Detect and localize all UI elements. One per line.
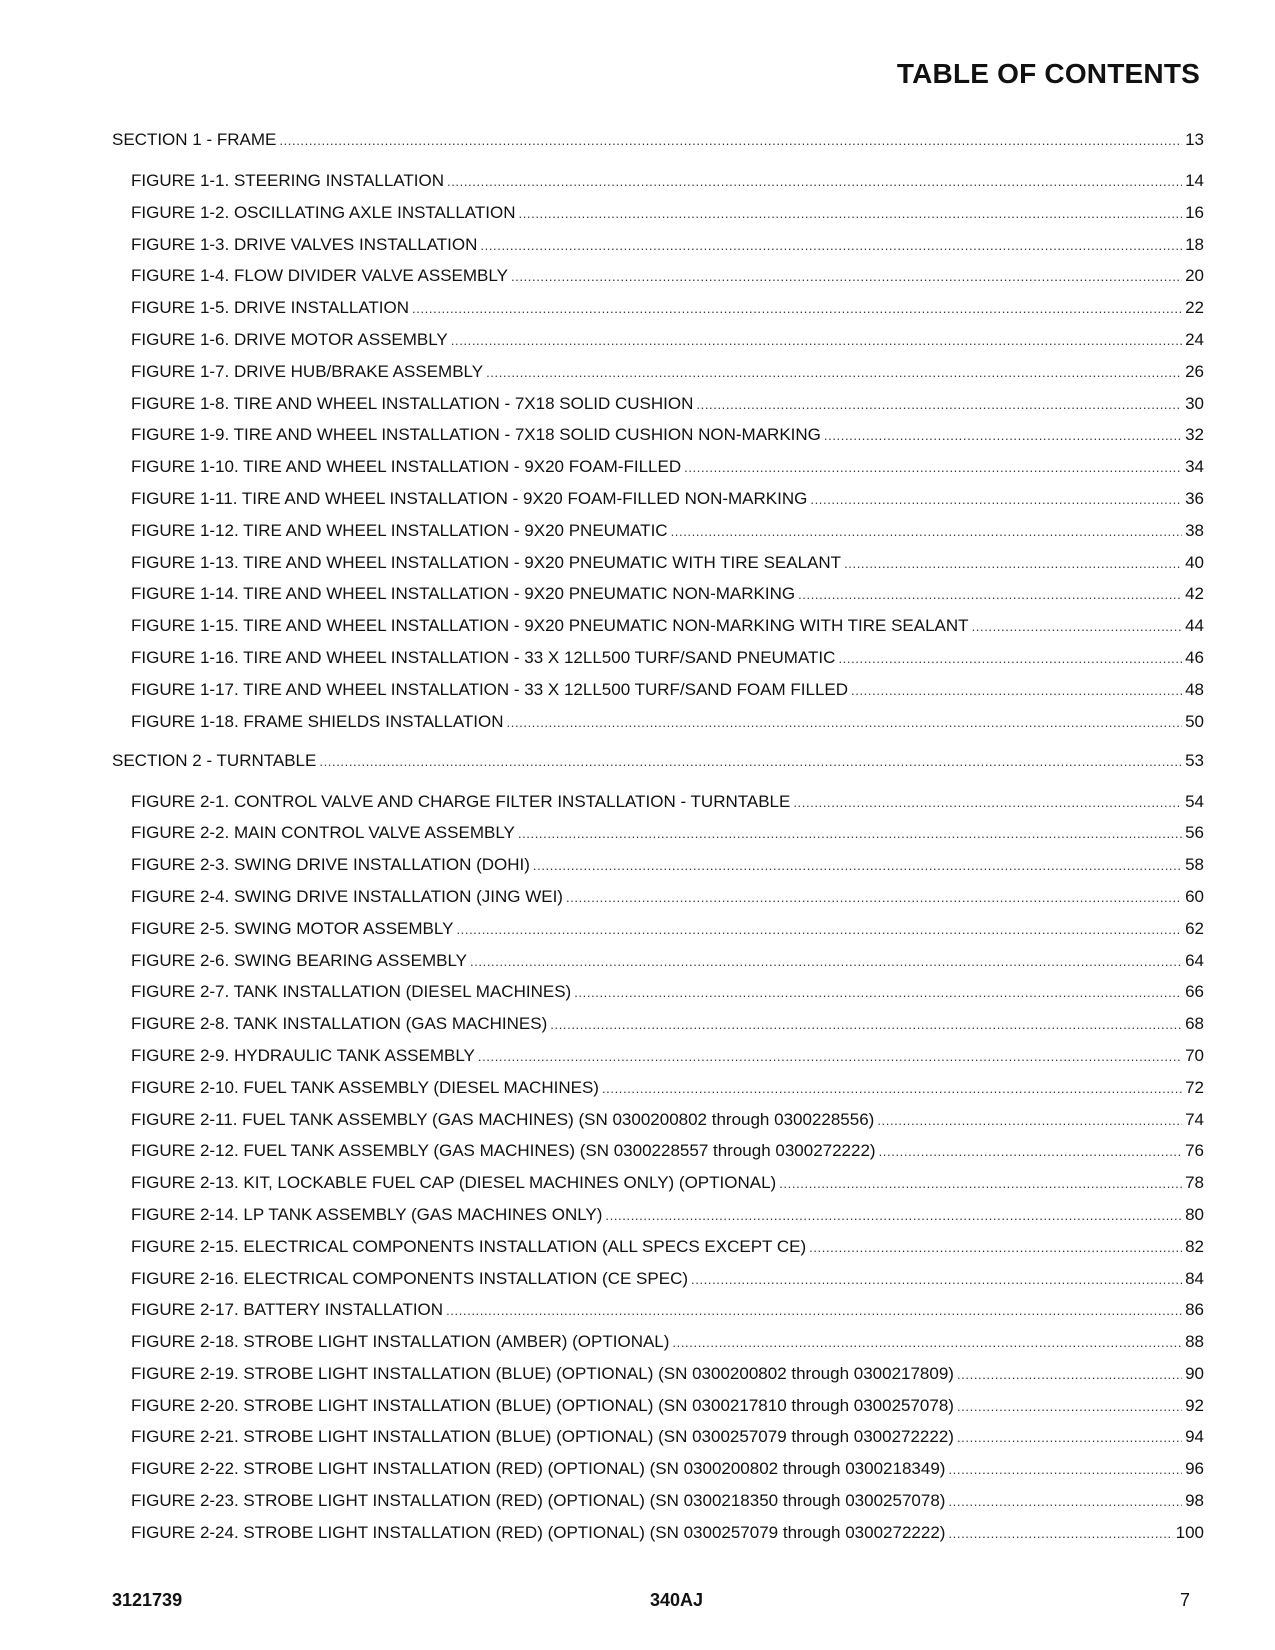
- toc-entry-page: 58: [1185, 855, 1204, 875]
- toc-leader-dots: [533, 855, 1182, 875]
- toc-leader-dots: [948, 1459, 1182, 1479]
- toc-entry-page: 90: [1185, 1363, 1204, 1383]
- toc-entry-page: 24: [1185, 329, 1204, 349]
- toc-figure-entry[interactable]: [112, 1046, 1204, 1066]
- toc-figure-entry[interactable]: [112, 584, 1204, 604]
- toc-leader-dots: [696, 394, 1182, 414]
- toc-entry-label: FIGURE 2-5. SWING MOTOR ASSEMBLY: [131, 918, 454, 938]
- page-title: TABLE OF CONTENTS: [896, 58, 1200, 89]
- toc-entry-label: FIGURE 1-8. TIRE AND WHEEL INSTALLATION - 7X18 SOLID CUSHION: [131, 393, 694, 413]
- toc-leader-dots: [507, 712, 1183, 732]
- toc-entry-label: FIGURE 2-15. ELECTRICAL COMPONENTS INSTALLATION (ALL SPECS EXCEPT CE): [131, 1236, 807, 1256]
- toc-leader-dots: [446, 1300, 1182, 1320]
- toc-leader-dots: [478, 1046, 1182, 1066]
- toc-figure-entry[interactable]: [112, 1110, 1204, 1130]
- toc-figure-entry[interactable]: [112, 1364, 1204, 1384]
- toc-entry-label: FIGURE 2-18. STROBE LIGHT INSTALLATION (AMBER) (OPTIONAL): [131, 1332, 670, 1352]
- toc-leader-dots: [851, 680, 1182, 700]
- toc-figure-entry[interactable]: [112, 1332, 1204, 1352]
- toc-entry-page: 42: [1185, 584, 1204, 604]
- toc-figure-entry[interactable]: [112, 489, 1204, 509]
- toc-entry-page: 53: [1185, 750, 1204, 770]
- toc-entry-page: 54: [1185, 791, 1204, 811]
- toc-figure-entry[interactable]: [112, 1523, 1204, 1543]
- toc-leader-dots: [672, 1332, 1182, 1352]
- toc-entry-label: SECTION 2 - TURNTABLE: [112, 750, 317, 770]
- toc-entry-page: 92: [1185, 1395, 1204, 1415]
- toc-figure-entry[interactable]: [112, 792, 1204, 812]
- toc-entry-page: 86: [1185, 1300, 1204, 1320]
- table-of-contents: [112, 130, 1204, 1555]
- toc-entry-label: FIGURE 1-6. DRIVE MOTOR ASSEMBLY: [131, 329, 448, 349]
- toc-leader-dots: [779, 1173, 1182, 1193]
- toc-entry-page: 78: [1185, 1173, 1204, 1193]
- toc-leader-dots: [838, 648, 1182, 668]
- toc-entry-label: FIGURE 1-4. FLOW DIVIDER VALVE ASSEMBLY: [131, 266, 508, 286]
- toc-figure-entry[interactable]: [112, 712, 1204, 732]
- toc-entry-label: FIGURE 2-7. TANK INSTALLATION (DIESEL MACHINES): [131, 982, 572, 1002]
- footer-doc-number: 3121739: [112, 1590, 183, 1610]
- toc-entry-page: 50: [1185, 711, 1204, 731]
- toc-entry-label: FIGURE 1-9. TIRE AND WHEEL INSTALLATION - 7X18 SOLID CUSHION NON-MARKING: [131, 425, 821, 445]
- toc-leader-dots: [518, 823, 1182, 843]
- toc-entry-page: 16: [1185, 202, 1204, 222]
- toc-figure-entry[interactable]: [112, 919, 1204, 939]
- toc-leader-dots: [957, 1396, 1182, 1416]
- toc-entry-label: FIGURE 2-8. TANK INSTALLATION (GAS MACHINES): [131, 1014, 548, 1034]
- toc-entry-label: FIGURE 2-16. ELECTRICAL COMPONENTS INSTALLATION (CE SPEC): [131, 1268, 689, 1288]
- toc-entry-label: FIGURE 1-14. TIRE AND WHEEL INSTALLATION - 9X20 PNEUMATIC NON-MARKING: [131, 584, 796, 604]
- toc-entry-page: 22: [1185, 298, 1204, 318]
- toc-figure-entry[interactable]: [112, 235, 1204, 255]
- toc-entry-label: FIGURE 1-3. DRIVE VALVES INSTALLATION: [131, 234, 478, 254]
- toc-figure-entry[interactable]: [112, 648, 1204, 668]
- toc-entry-label: FIGURE 1-2. OSCILLATING AXLE INSTALLATION: [131, 202, 516, 222]
- toc-leader-dots: [972, 616, 1183, 636]
- toc-section-entry[interactable]: [112, 130, 1204, 150]
- toc-leader-dots: [412, 298, 1182, 318]
- toc-figure-entry[interactable]: [112, 330, 1204, 350]
- toc-entry-label: FIGURE 2-17. BATTERY INSTALLATION: [131, 1300, 444, 1320]
- toc-entry-page: 96: [1185, 1459, 1204, 1479]
- toc-entry-label: FIGURE 2-20. STROBE LIGHT INSTALLATION (BLUE) (OPTIONAL) (SN 0300217810 through 0300257078): [131, 1395, 954, 1415]
- toc-entry-label: FIGURE 2-9. HYDRAULIC TANK ASSEMBLY: [131, 1045, 475, 1065]
- toc-entry-page: 30: [1185, 393, 1204, 413]
- toc-entry-label: FIGURE 1-18. FRAME SHIELDS INSTALLATION: [131, 711, 504, 731]
- toc-figure-entry[interactable]: [112, 982, 1204, 1002]
- toc-entry-page: 38: [1185, 520, 1204, 540]
- toc-entry-page: 48: [1185, 679, 1204, 699]
- toc-figure-entry[interactable]: [112, 298, 1204, 318]
- toc-leader-dots: [798, 584, 1182, 604]
- toc-figure-entry[interactable]: [112, 1205, 1204, 1225]
- toc-figure-entry[interactable]: [112, 266, 1204, 286]
- toc-entry-label: FIGURE 1-5. DRIVE INSTALLATION: [131, 298, 410, 318]
- toc-figure-entry[interactable]: [112, 1173, 1204, 1193]
- toc-entry-label: FIGURE 1-15. TIRE AND WHEEL INSTALLATION - 9X20 PNEUMATIC NON-MARKING WITH TIRE SEALANT: [131, 616, 969, 636]
- toc-figure-entry[interactable]: [112, 616, 1204, 636]
- toc-entry-page: 88: [1185, 1332, 1204, 1352]
- toc-entry-page: 98: [1185, 1491, 1204, 1511]
- toc-entry-page: 70: [1185, 1045, 1204, 1065]
- toc-entry-page: 26: [1185, 361, 1204, 381]
- toc-leader-dots: [809, 1237, 1182, 1257]
- toc-leader-dots: [824, 425, 1182, 445]
- toc-entry-page: 100: [1175, 1522, 1204, 1542]
- toc-entry-label: FIGURE 2-23. STROBE LIGHT INSTALLATION (RED) (OPTIONAL) (SN 0300218350 through 0300257078): [131, 1491, 946, 1511]
- toc-leader-dots: [957, 1364, 1182, 1384]
- toc-entry-page: 94: [1185, 1427, 1204, 1447]
- toc-entry-page: 60: [1185, 886, 1204, 906]
- toc-entry-page: 72: [1185, 1077, 1204, 1097]
- toc-leader-dots: [550, 1014, 1182, 1034]
- toc-figure-entry[interactable]: [112, 855, 1204, 875]
- toc-section-entry[interactable]: [112, 751, 1204, 771]
- toc-leader-dots: [877, 1110, 1182, 1130]
- toc-figure-entry[interactable]: [112, 1491, 1204, 1511]
- toc-leader-dots: [566, 887, 1182, 907]
- toc-entry-page: 14: [1185, 171, 1204, 190]
- toc-entry-label: FIGURE 2-10. FUEL TANK ASSEMBLY (DIESEL MACHINES): [131, 1077, 599, 1097]
- toc-figure-entry[interactable]: [112, 425, 1204, 445]
- footer-page-number: 7: [1179, 1590, 1190, 1610]
- toc-entry-page: 44: [1185, 616, 1204, 636]
- toc-entry-label: FIGURE 2-24. STROBE LIGHT INSTALLATION (RED) (OPTIONAL) (SN 0300257079 through 0300272222): [131, 1522, 946, 1542]
- toc-entry-page: 46: [1185, 647, 1204, 667]
- toc-entry-label: FIGURE 1-10. TIRE AND WHEEL INSTALLATION - 9X20 FOAM-FILLED: [131, 457, 682, 477]
- toc-entry-page: 80: [1185, 1204, 1204, 1224]
- toc-entry-page: 74: [1185, 1109, 1204, 1129]
- toc-entry-label: FIGURE 2-14. LP TANK ASSEMBLY (GAS MACHINES ONLY): [131, 1204, 603, 1224]
- toc-leader-dots: [810, 489, 1182, 509]
- toc-leader-dots: [605, 1205, 1182, 1225]
- toc-leader-dots: [319, 751, 1182, 771]
- toc-entry-page: 56: [1185, 823, 1204, 843]
- toc-entry-label: FIGURE 2-2. MAIN CONTROL VALVE ASSEMBLY: [131, 823, 515, 843]
- toc-entry-page: 82: [1185, 1236, 1204, 1256]
- toc-entry-page: 36: [1185, 488, 1204, 508]
- toc-entry-page: 40: [1185, 552, 1204, 572]
- toc-entry-label: FIGURE 1-7. DRIVE HUB/BRAKE ASSEMBLY: [131, 361, 484, 381]
- toc-entry-label: FIGURE 1-11. TIRE AND WHEEL INSTALLATION - 9X20 FOAM-FILLED NON-MARKING: [131, 488, 808, 508]
- toc-entry-label: FIGURE 2-11. FUEL TANK ASSEMBLY (GAS MACHINES) (SN 0300200802 through 0300228556): [131, 1109, 875, 1129]
- toc-entry-page: 62: [1185, 918, 1204, 938]
- toc-leader-dots: [844, 553, 1182, 573]
- toc-entry-page: 32: [1185, 425, 1204, 445]
- toc-figure-entry[interactable]: [112, 203, 1204, 223]
- toc-entry-page: 64: [1185, 950, 1204, 970]
- toc-figure-entry[interactable]: [112, 951, 1204, 971]
- toc-figure-entry[interactable]: [112, 521, 1204, 541]
- toc-figure-entry[interactable]: [112, 362, 1204, 382]
- toc-leader-dots: [480, 235, 1182, 255]
- toc-entry-page: 18: [1185, 234, 1204, 254]
- toc-entry-page: 76: [1185, 1141, 1204, 1161]
- toc-entry-page: 66: [1185, 982, 1204, 1002]
- toc-leader-dots: [456, 919, 1182, 939]
- toc-figure-entry[interactable]: [112, 1459, 1204, 1479]
- toc-entry-label: FIGURE 2-22. STROBE LIGHT INSTALLATION (RED) (OPTIONAL) (SN 0300200802 through 0300218349): [131, 1459, 946, 1479]
- toc-leader-dots: [793, 792, 1182, 812]
- toc-leader-dots: [957, 1427, 1182, 1447]
- toc-leader-dots: [691, 1269, 1182, 1289]
- toc-figure-entry[interactable]: [112, 1237, 1204, 1257]
- toc-leader-dots: [486, 362, 1182, 382]
- toc-entry-label: FIGURE 2-12. FUEL TANK ASSEMBLY (GAS MACHINES) (SN 0300228557 through 0300272222): [131, 1141, 876, 1161]
- toc-entry-page: 13: [1185, 130, 1204, 149]
- toc-entry-label: FIGURE 2-1. CONTROL VALVE AND CHARGE FILTER INSTALLATION - TURNTABLE: [131, 791, 791, 811]
- toc-leader-dots: [511, 266, 1182, 286]
- toc-leader-dots: [279, 130, 1182, 150]
- toc-entry-page: 20: [1185, 266, 1204, 286]
- toc-figure-entry[interactable]: [112, 823, 1204, 843]
- toc-entry-label: FIGURE 1-12. TIRE AND WHEEL INSTALLATION - 9X20 PNEUMATIC: [131, 520, 668, 540]
- toc-entry-label: FIGURE 2-3. SWING DRIVE INSTALLATION (DOHI): [131, 855, 530, 875]
- toc-entry-label: SECTION 1 - FRAME: [112, 130, 277, 149]
- toc-figure-entry[interactable]: [112, 680, 1204, 700]
- toc-entry-label: FIGURE 1-13. TIRE AND WHEEL INSTALLATION - 9X20 PNEUMATIC WITH TIRE SEALANT: [131, 552, 842, 572]
- toc-leader-dots: [671, 521, 1183, 541]
- toc-figure-entry[interactable]: [112, 1078, 1204, 1098]
- toc-leader-dots: [602, 1078, 1182, 1098]
- toc-entry-label: FIGURE 1-16. TIRE AND WHEEL INSTALLATION - 33 X 12LL500 TURF/SAND PNEUMATIC: [131, 647, 836, 667]
- toc-entry-label: FIGURE 2-13. KIT, LOCKABLE FUEL CAP (DIESEL MACHINES ONLY) (OPTIONAL): [131, 1173, 777, 1193]
- toc-entry-label: FIGURE 2-19. STROBE LIGHT INSTALLATION (BLUE) (OPTIONAL) (SN 0300200802 through 0300217809): [131, 1363, 954, 1383]
- toc-entry-page: 68: [1185, 1014, 1204, 1034]
- toc-figure-entry[interactable]: [112, 1427, 1204, 1447]
- toc-figure-entry[interactable]: [112, 1396, 1204, 1416]
- toc-leader-dots: [879, 1141, 1182, 1161]
- toc-figure-entry[interactable]: [112, 1014, 1204, 1034]
- toc-leader-dots: [451, 330, 1182, 350]
- toc-figure-entry[interactable]: [112, 1141, 1204, 1161]
- toc-leader-dots: [948, 1523, 1172, 1543]
- toc-figure-entry[interactable]: [112, 171, 1204, 191]
- toc-leader-dots: [948, 1491, 1182, 1511]
- toc-figure-entry[interactable]: [112, 457, 1204, 477]
- toc-entry-label: FIGURE 2-21. STROBE LIGHT INSTALLATION (BLUE) (OPTIONAL) (SN 0300257079 through 0300272222): [131, 1427, 954, 1447]
- footer-model: 340AJ: [650, 1590, 704, 1610]
- toc-entry-label: FIGURE 2-4. SWING DRIVE INSTALLATION (JING WEI): [131, 886, 563, 906]
- toc-entry-page: 84: [1185, 1268, 1204, 1288]
- toc-entry-label: FIGURE 2-6. SWING BEARING ASSEMBLY: [131, 950, 467, 970]
- toc-figure-entry[interactable]: [112, 1269, 1204, 1289]
- toc-entry-page: 34: [1185, 457, 1204, 477]
- toc-figure-entry[interactable]: [112, 553, 1204, 573]
- toc-figure-entry[interactable]: [112, 887, 1204, 907]
- toc-entry-label: FIGURE 1-17. TIRE AND WHEEL INSTALLATION - 33 X 12LL500 TURF/SAND FOAM FILLED: [131, 679, 849, 699]
- toc-figure-entry[interactable]: [112, 1300, 1204, 1320]
- toc-leader-dots: [684, 457, 1182, 477]
- toc-leader-dots: [519, 203, 1183, 223]
- toc-leader-dots: [447, 171, 1182, 191]
- toc-leader-dots: [470, 951, 1182, 971]
- toc-figure-entry[interactable]: [112, 394, 1204, 414]
- toc-leader-dots: [574, 982, 1182, 1002]
- toc-entry-label: FIGURE 1-1. STEERING INSTALLATION: [131, 171, 444, 190]
